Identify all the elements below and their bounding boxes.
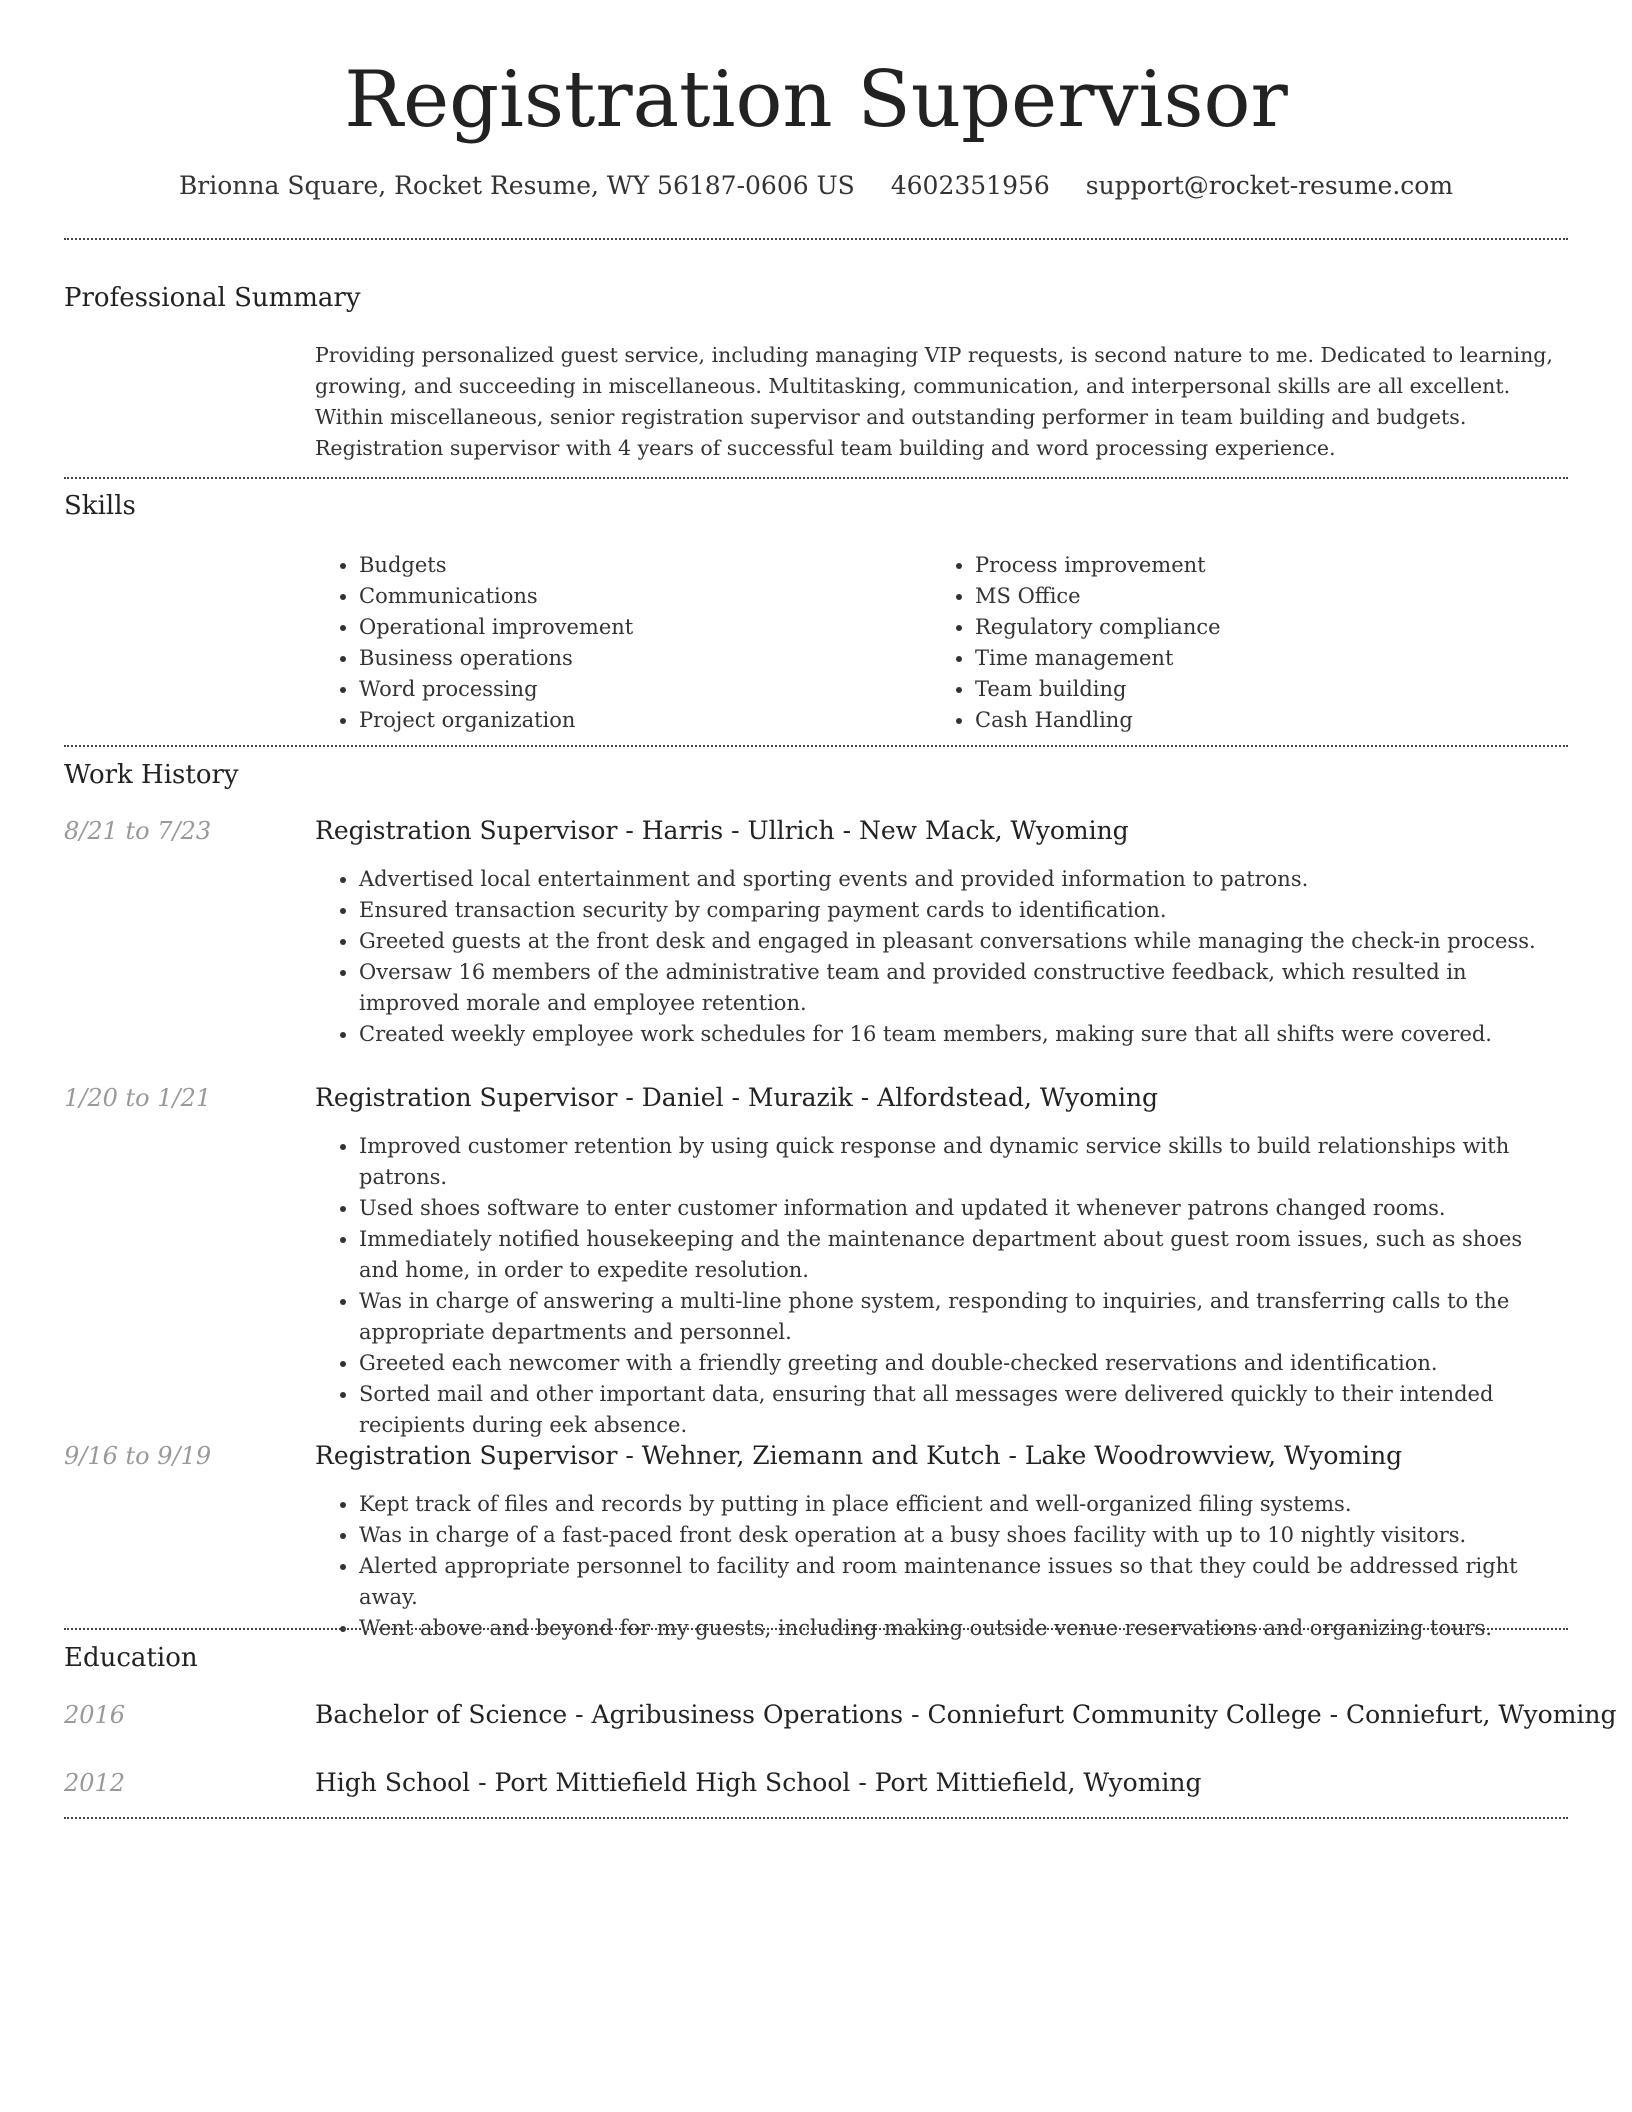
divider bbox=[64, 477, 1568, 479]
job-bullet: • Advertised local entertainment and sporting events and provided information to patrons. bbox=[359, 864, 1565, 895]
skill-item: • Operational improvement bbox=[359, 612, 931, 643]
skills-list bbox=[315, 550, 1565, 736]
email: support@rocket-resume.com bbox=[1085, 171, 1454, 200]
summary-text: Providing personalized guest service, including managing VIP requests, is second nature to me. Dedicated to learning, growing, and succeeding in miscellaneous. Multitasking, communication, and interpersonal skills are all excellent. Within miscellaneous, senior registration supervisor and outstanding performer in team building and budgets. Registration supervisor with 4 years of successful team building and word processing experience. bbox=[315, 343, 1553, 460]
job-bullet: • Created weekly employee work schedules for 16 team members, making sure that all shifts were covered. bbox=[359, 1019, 1565, 1050]
skill-item: • MS Office bbox=[975, 581, 1547, 612]
skills-heading: Skills bbox=[64, 491, 136, 521]
job-dates: 1/20 to 1/21 bbox=[64, 1084, 212, 1112]
resume-name: Registration Supervisor bbox=[344, 55, 1288, 145]
education-heading-text: Bachelor of Science - Agribusiness Operations - Conniefurt Community College - Conniefurt, Wyoming bbox=[315, 1700, 1617, 1729]
skill-item: • Communications bbox=[359, 581, 931, 612]
skills-column-right bbox=[931, 550, 1547, 736]
job-bullet: • Immediately notified housekeeping and the maintenance department about guest room issues, such as shoes and home, in order to expedite resolution. bbox=[359, 1224, 1565, 1286]
divider bbox=[64, 745, 1568, 747]
job-bullet: • Ensured transaction security by comparing payment cards to identification. bbox=[359, 895, 1565, 926]
job-bullet: • Alerted appropriate personnel to facility and room maintenance issues so that they could be addressed right away. bbox=[359, 1551, 1565, 1613]
skill-item: • Business operations bbox=[359, 643, 931, 674]
skill-item: • Regulatory compliance bbox=[975, 612, 1547, 643]
job-bullet: • Sorted mail and other important data, ensuring that all messages were delivered quickly to their intended recipients during eek absence. bbox=[359, 1379, 1565, 1441]
education-heading: Education bbox=[64, 1643, 198, 1673]
job-dates: 8/21 to 7/23 bbox=[64, 817, 212, 845]
education-heading-text: High School - Port Mittiefield High School - Port Mittiefield, Wyoming bbox=[315, 1768, 1202, 1797]
job-bullet: • Went above and beyond for my guests, including making outside venue reservations and organizing tours. bbox=[359, 1613, 1565, 1644]
job-bullet: • Oversaw 16 members of the administrative team and provided constructive feedback, which resulted in improved morale and employee retention. bbox=[359, 957, 1565, 1019]
education-year: 2016 bbox=[64, 1701, 126, 1729]
job-heading: Registration Supervisor - Daniel - Murazik - Alfordstead, Wyoming bbox=[315, 1083, 1159, 1112]
job-bullet: • Used shoes software to enter customer information and updated it whenever patrons changed rooms. bbox=[359, 1193, 1565, 1224]
job-bullet: • Kept track of files and records by putting in place efficient and well-organized filing systems. bbox=[359, 1489, 1565, 1520]
job-heading: Registration Supervisor - Harris - Ullrich - New Mack, Wyoming bbox=[315, 816, 1129, 845]
education-year: 2012 bbox=[64, 1769, 126, 1797]
skill-item: • Budgets bbox=[359, 550, 931, 581]
job-heading: Registration Supervisor - Wehner, Ziemann and Kutch - Lake Woodrowview, Wyoming bbox=[315, 1441, 1403, 1470]
job-bullet: • Greeted each newcomer with a friendly greeting and double-checked reservations and identification. bbox=[359, 1348, 1565, 1379]
phone: 4602351956 bbox=[890, 171, 1050, 200]
job-bullets bbox=[315, 1489, 1565, 1644]
skill-item: • Cash Handling bbox=[975, 705, 1547, 736]
divider bbox=[64, 1628, 1568, 1630]
job-bullet: • Greeted guests at the front desk and engaged in pleasant conversations while managing the check-in process. bbox=[359, 926, 1565, 957]
divider bbox=[64, 238, 1568, 240]
job-bullet: • Was in charge of answering a multi-line phone system, responding to inquiries, and transferring calls to the appropriate departments and personnel. bbox=[359, 1286, 1565, 1348]
job-bullets bbox=[315, 864, 1565, 1050]
divider bbox=[64, 1817, 1568, 1819]
work-history-heading: Work History bbox=[64, 760, 239, 790]
skill-item: • Project organization bbox=[359, 705, 931, 736]
skill-item: • Team building bbox=[975, 674, 1547, 705]
job-bullets bbox=[315, 1131, 1565, 1441]
contact-line bbox=[0, 168, 1632, 204]
job-bullet: • Improved customer retention by using quick response and dynamic service skills to build relationships with patrons. bbox=[359, 1131, 1565, 1193]
summary-heading: Professional Summary bbox=[64, 283, 361, 313]
skills-column-left bbox=[315, 550, 931, 736]
skill-item: • Process improvement bbox=[975, 550, 1547, 581]
job-bullet: • Was in charge of a fast-paced front desk operation at a busy shoes facility with up to 10 nightly visitors. bbox=[359, 1520, 1565, 1551]
skill-item: • Time management bbox=[975, 643, 1547, 674]
skill-item: • Word processing bbox=[359, 674, 931, 705]
job-dates: 9/16 to 9/19 bbox=[64, 1442, 212, 1470]
address: Brionna Square, Rocket Resume, WY 56187-0606 US bbox=[178, 171, 855, 200]
